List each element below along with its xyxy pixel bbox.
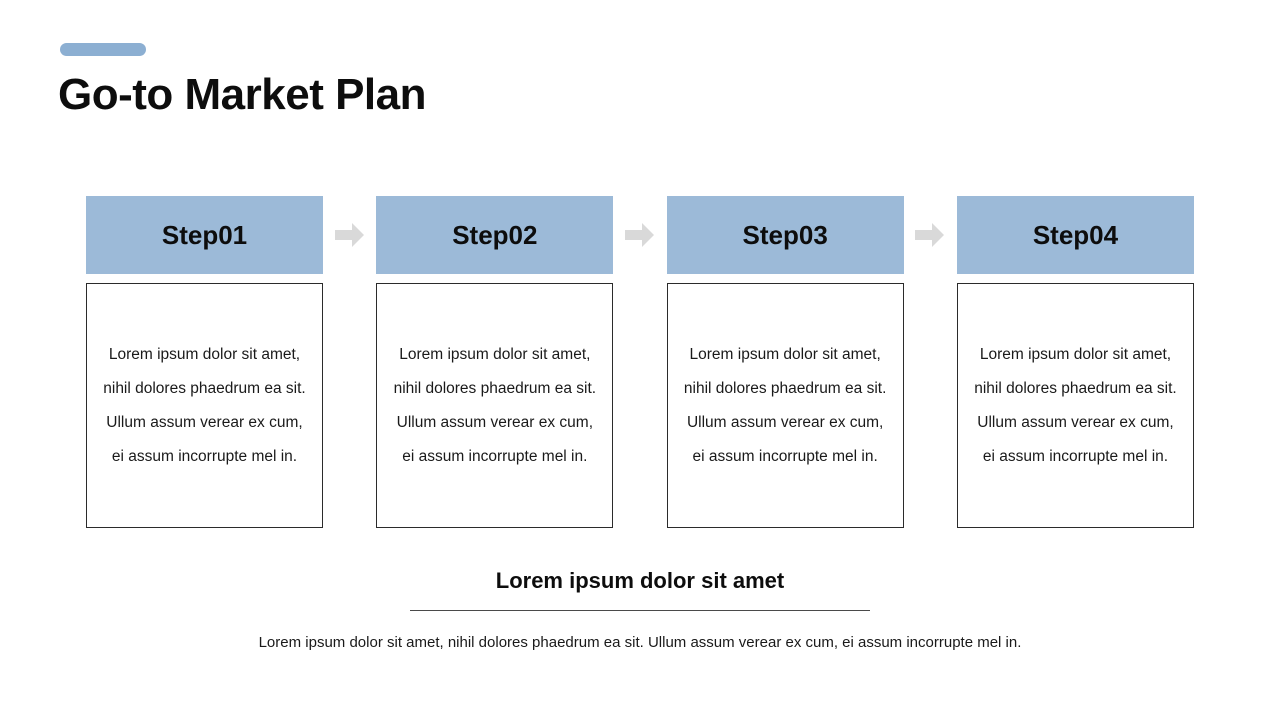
page-title: Go-to Market Plan <box>58 70 426 119</box>
step-column[interactable] <box>86 196 323 528</box>
step-body <box>376 283 613 528</box>
step-header <box>86 196 323 274</box>
step-column[interactable] <box>667 196 904 528</box>
arrow-right-icon <box>625 222 655 248</box>
step-body-text: Lorem ipsum dolor sit amet, nihil dolores phaedrum ea sit. Ullum assum verear ex cum, ei assum incorrupte mel in. <box>683 345 887 465</box>
arrow-gap <box>904 196 957 274</box>
step-body-text: Lorem ipsum dolor sit amet, nihil dolores phaedrum ea sit. Ullum assum verear ex cum, ei assum incorrupte mel in. <box>974 345 1177 465</box>
step-label: Step02 <box>452 219 538 250</box>
footer-heading: Lorem ipsum dolor sit amet <box>495 568 785 593</box>
step-body-text: Lorem ipsum dolor sit amet, nihil dolores phaedrum ea sit. Ullum assum verear ex cum, ei assum incorrupte mel in. <box>103 345 306 465</box>
step-body <box>86 283 323 528</box>
step-header <box>957 196 1194 274</box>
step-header <box>667 196 904 274</box>
step-body-text: Lorem ipsum dolor sit amet, nihil dolores phaedrum ea sit. Ullum assum verear ex cum, ei assum incorrupte mel in. <box>393 345 597 465</box>
step-label: Step04 <box>1032 219 1119 250</box>
arrow-gap <box>323 196 376 274</box>
step-body <box>667 283 904 528</box>
arrow-gap <box>613 196 666 274</box>
title-accent-bar <box>60 43 146 56</box>
step-body <box>957 283 1194 528</box>
footer-text: Lorem ipsum dolor sit amet, nihil dolores phaedrum ea sit. Ullum assum verear ex cum, ei assum incorrupte mel in. <box>258 634 1022 651</box>
step-label: Step03 <box>742 219 828 250</box>
footer-divider <box>410 610 870 611</box>
step-column[interactable] <box>376 196 613 528</box>
process-steps-diagram <box>86 196 1194 531</box>
step-label: Step01 <box>161 219 248 250</box>
arrow-right-icon <box>915 222 945 248</box>
step-header <box>376 196 613 274</box>
arrow-right-icon <box>335 222 365 248</box>
step-column[interactable] <box>957 196 1194 528</box>
